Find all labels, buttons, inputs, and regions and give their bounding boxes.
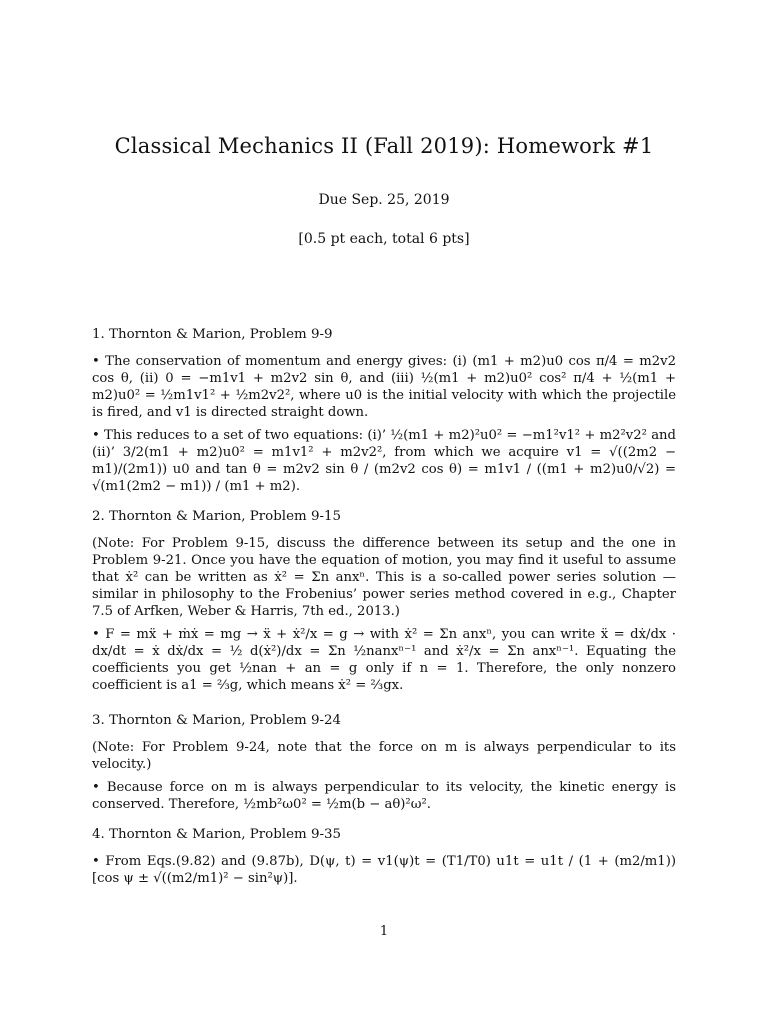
problem-3	[92, 712, 676, 819]
document-title: Classical Mechanics II (Fall 2019): Homework #1	[114, 134, 654, 158]
page-number: 1	[379, 924, 389, 939]
problem-4	[92, 826, 676, 893]
problem-paragraph: • F = mẍ + ṁẋ = mg → ẍ + ẋ²/x = g → with ẋ² = Σn anxⁿ, you can write ẍ = dẋ/dx · dx/dt = ẋ dẋ/dx = ½ d(ẋ²)/dx = Σn ½nanxⁿ⁻¹ and ẋ²/x = Σn anxⁿ⁻¹. Equating the coefficients you get ½nan + an = g only if n = 1. Therefore, the only nonzero coefficient is a1 = ⅔g, which means ẋ² = ⅔gx.	[92, 627, 676, 693]
problem-1	[92, 326, 676, 501]
points-note: [0.5 pt each, total 6 pts]	[298, 231, 470, 247]
problem-heading: 2. Thornton & Marion, Problem 9-15	[92, 509, 342, 524]
problem-paragraph: (Note: For Problem 9-15, discuss the difference between its setup and the one in Problem 9-21. Once you have the equation of motion, you may find it useful to assume that ẋ² can be written as ẋ² = Σn anxⁿ. This is a so-called power series solution — similar in philosophy to the Frobenius’ power series method covered in e.g., Chapter 7.5 of Arfken, Weber & Harris, 7th ed., 2013.)	[92, 536, 676, 619]
problem-heading: 4. Thornton & Marion, Problem 9-35	[92, 827, 342, 842]
problem-heading: 3. Thornton & Marion, Problem 9-24	[92, 713, 342, 728]
problem-heading: 1. Thornton & Marion, Problem 9-9	[92, 327, 333, 342]
problem-paragraph: • From Eqs.(9.82) and (9.87b), D(ψ, t) = v1(ψ)t = (T1/T0) u1t = u1t / (1 + (m2/m1)) [cos ψ ± √((m2/m1)² − sin²ψ)].	[92, 854, 676, 886]
problem-paragraph: • Because force on m is always perpendicular to its velocity, the kinetic energy is conserved. Therefore, ½mb²ω0² = ½m(b − aθ)²ω².	[92, 780, 676, 812]
problem-2	[92, 508, 676, 700]
problem-paragraph: • The conservation of momentum and energy gives: (i) (m1 + m2)u0 cos π/4 = m2v2 cos θ, (ii) 0 = −m1v1 + m2v2 sin θ, and (iii) ½(m1 + m2)u0² cos² π/4 + ½(m1 + m2)u0² = ½m1v1² + ½m2v2², where u0 is the initial velocity with which the projectile is fired, and v1 is directed straight down.	[92, 354, 676, 420]
problem-paragraph: (Note: For Problem 9-24, note that the force on m is always perpendicular to its velocity.)	[92, 740, 676, 772]
due-date: Due Sep. 25, 2019	[318, 192, 450, 208]
problem-paragraph: • This reduces to a set of two equations: (i)’ ½(m1 + m2)²u0² = −m1²v1² + m2²v2² and (ii)’ 3/2(m1 + m2)u0² = m1v1² + m2v2², from which we acquire v1 = √((2m2 − m1)/(2m1)) u0 and tan θ = m2v2 sin θ / (m2v2 cos θ) = m1v1 / ((m1 + m2)u0/√2) = √(m1(2m2 − m1)) / (m1 + m2).	[92, 428, 676, 494]
